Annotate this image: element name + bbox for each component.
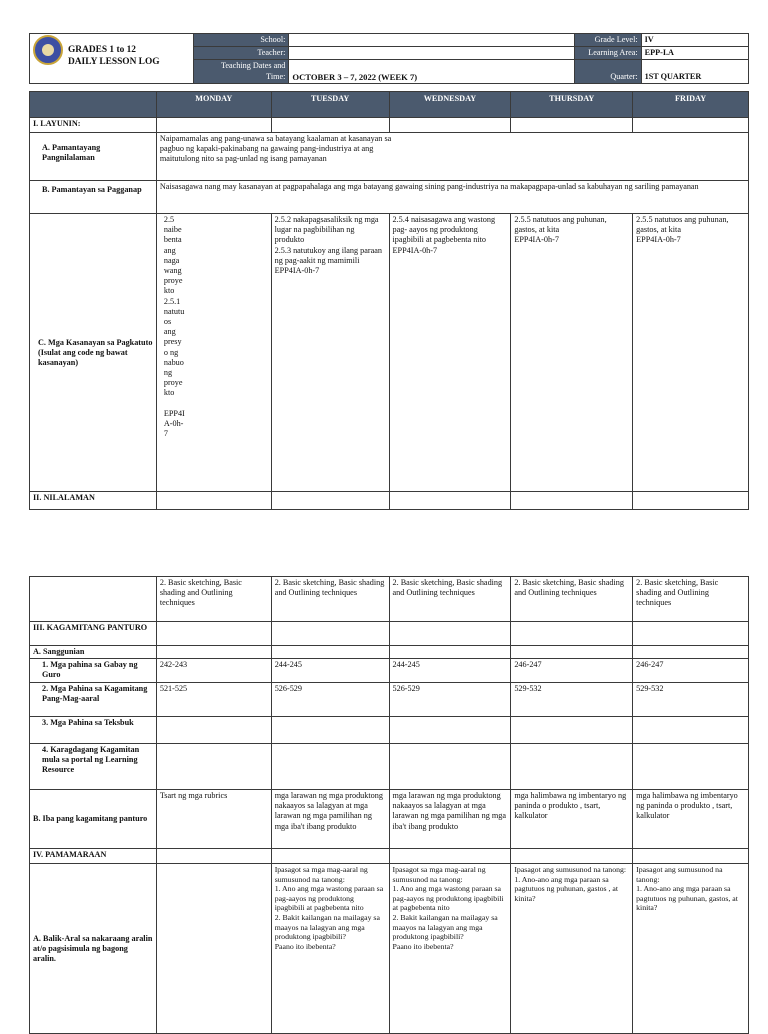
kagamitan-wednesday: 526-529 <box>389 683 511 717</box>
school-field[interactable] <box>289 34 575 47</box>
grade-level-field[interactable]: IV <box>641 34 748 47</box>
balik-tuesday: Ipasagot sa mga mag-aaral ng sumusunod na tanong: 1. Ano ang mga wastong paraan sa pag-aayos ng produktong ipagbibili at pagbebenta nito 2. Bakit kailangan na mailagay sa maayos na lalagyan ang mga produktong ipagbibili? Paano ito ibebenta? <box>271 864 389 1034</box>
kagamitan-thursday: 529-532 <box>511 683 633 717</box>
balik-aral-label: A. Balik-Aral sa nakaraang aralin at/o pagsisimula ng bagong aralin. <box>30 864 157 1034</box>
iba-tuesday: mga larawan ng mga produktong nakaayos sa lalagyan at mga larawan ng mga pamilihan ng mga iba't ibang produkto <box>271 790 389 849</box>
karagdagang-kagamitan-label: 4. Karagdagang Kagamitan mula sa portal ng Learning Resource <box>30 744 157 790</box>
pamamaraan-heading: IV. PAMAMARAAN <box>30 849 157 864</box>
gabay-friday: 246-247 <box>633 659 749 683</box>
gabay-thursday: 246-247 <box>511 659 633 683</box>
kasanayan-monday: 2.5 naibe benta ang naga wang proye kto 2.5.1 natutu os ang presy o ng nabuo ng proye kto EPP4I A-0h- 7 <box>156 214 271 492</box>
day-header-wednesday: WEDNESDAY <box>389 92 511 118</box>
content-tuesday: 2. Basic sketching, Basic shading and Outlining techniques <box>271 577 389 622</box>
learning-area-label: Learning Area: <box>575 47 642 60</box>
lesson-table-1 <box>29 91 749 510</box>
day-header-tuesday: TUESDAY <box>271 92 389 118</box>
pamantayan-sa-pagganap-label: B. Pamantayan sa Pagganap <box>30 181 157 214</box>
dll-title-line1: GRADES 1 to 12 <box>68 45 136 55</box>
day-header-monday: MONDAY <box>156 92 271 118</box>
teacher-field[interactable] <box>289 47 575 60</box>
iba-thursday: mga halimbawa ng imbentaryo ng paninda o produkto , tsart, kalkulator <box>511 790 633 849</box>
dll-title-line2: DAILY LESSON LOG <box>68 57 160 67</box>
teaching-dates-label-line1: Teaching Dates and <box>220 61 286 71</box>
kasanayan-thursday: 2.5.5 natutuos ang puhunan, gastos, at kita EPP4IA-0h-7 <box>511 214 633 492</box>
kagamitang-panturo-heading: III. KAGAMITANG PANTURO <box>30 622 157 646</box>
balik-friday: Ipasagot ang sumusunod na tanong: 1. Ano-ano ang mga paraan sa pagtutuos ng puhunan, gastos, at kinita? <box>633 864 749 1034</box>
gabay-guro-label: 1. Mga pahina sa Gabay ng Guro <box>30 659 157 683</box>
teaching-dates-field[interactable]: OCTOBER 3 – 7, 2022 (WEEK 7) <box>289 60 575 83</box>
kasanayan-wednesday: 2.5.4 naisasagawa ang wastong pag- aayos ng produktong ipagbibili at pagbebenta nito EPP4IA-0h-7 <box>389 214 511 492</box>
pamantayang-pangnilalaman-label: A. Pamantayang Pangnilalaman <box>30 133 157 181</box>
grade-level-label: Grade Level: <box>575 34 642 47</box>
kagamitan-tuesday: 526-529 <box>271 683 389 717</box>
content-friday: 2. Basic sketching, Basic shading and Outlining techniques <box>633 577 749 622</box>
kasanayan-friday: 2.5.5 natutuos ang puhunan, gastos, at kita EPP4IA-0h-7 <box>633 214 749 492</box>
lesson-table-2 <box>29 576 749 1034</box>
day-header-blank <box>30 92 157 118</box>
kagamitang-mag-aaral-label: 2. Mga Pahina sa Kagamitang Pang-Mag-aaral <box>30 683 157 717</box>
content-wednesday: 2. Basic sketching, Basic shading and Outlining techniques <box>389 577 511 622</box>
layunin-heading: I. LAYUNIN: <box>30 118 157 133</box>
balik-monday <box>156 864 271 1034</box>
day-header-friday: FRIDAY <box>633 92 749 118</box>
quarter-label: Quarter: <box>575 60 642 83</box>
nilalaman-heading: II. NILALAMAN <box>30 492 157 510</box>
day-header-thursday: THURSDAY <box>511 92 633 118</box>
sanggunian-heading: A. Sanggunian <box>30 646 157 659</box>
pamantayan-sa-pagganap-text: Naisasagawa nang may kasanayan at pagpapahalaga ang mga batayang gawaing sining pang-industriya na makapagpapa-unlad sa kabuhayan ng sariling pamayanan <box>156 181 748 214</box>
kagamitan-monday: 521-525 <box>156 683 271 717</box>
iba-monday: Tsart ng mga rubrics <box>156 790 271 849</box>
pamantayang-pangnilalaman-text <box>156 133 748 181</box>
teksbuk-label: 3. Mga Pahina sa Teksbuk <box>30 717 157 744</box>
learning-area-field[interactable]: EPP-I.A <box>641 47 748 60</box>
content-monday: 2. Basic sketching, Basic shading and Outlining techniques <box>156 577 271 622</box>
gabay-tuesday: 244-245 <box>271 659 389 683</box>
kasanayan-tuesday: 2.5.2 nakapagsasaliksik ng mga lugar na pagbibilihan ng produkto 2.5.3 natutukoy ang ilang paraan ng pag-aakit ng mamimili EPP4IA-0h-7 <box>271 214 389 492</box>
header-table <box>29 33 749 84</box>
school-label: School: <box>193 34 288 47</box>
quarter-field[interactable]: 1ST QUARTER <box>641 60 748 83</box>
balik-wednesday: Ipasagot sa mga mag-aaral ng sumusunod na tanong: 1. Ano ang mga wastong paraan sa pag-aayos ng produktong ipagbibili at pagbebenta nito 2. Bakit kailangan na mailagay sa maayos na lalagyan ang mga produktong ipagbibili? Paano ito ibebenta? <box>389 864 511 1034</box>
kasanayan-label: C. Mga Kasanayan sa Pagkatuto (Isulat ang code ng bawat kasanayan) <box>30 214 157 492</box>
teacher-label: Teacher: <box>193 47 288 60</box>
content-row-label <box>30 577 157 622</box>
balik-thursday: Ipasagot ang sumusunod na tanong: 1. Ano-ano ang mga paraan sa pagtutuos ng puhunan, gastos , at kinita? <box>511 864 633 1034</box>
gabay-wednesday: 244-245 <box>389 659 511 683</box>
gabay-monday: 242-243 <box>156 659 271 683</box>
content-thursday: 2. Basic sketching, Basic shading and Outlining techniques <box>511 577 633 622</box>
pamantayang-pangnilalaman-content: Naipamamalas ang pang-unawa sa batayang kaalaman at kasanayan sa pagbuo ng kapaki-pakinabang na gawaing pang-industriya at ang maitutulong nito sa pag-unlad ng isang pamayanan <box>159 134 392 164</box>
iba-pang-kagamitan-label: B. Iba pang kagamitang panturo <box>30 790 157 849</box>
teaching-dates-label <box>193 60 288 83</box>
iba-friday: mga halimbawa ng imbentaryo ng paninda o produkto , tsart, kalkulator <box>633 790 749 849</box>
teaching-dates-label-line2: Time: <box>266 71 286 81</box>
kagamitan-friday: 529-532 <box>633 683 749 717</box>
iba-wednesday: mga larawan ng mga produktong nakaayos sa lalagyan at mga larawan ng mga pamilihan ng mga iba't ibang produkto <box>389 790 511 849</box>
